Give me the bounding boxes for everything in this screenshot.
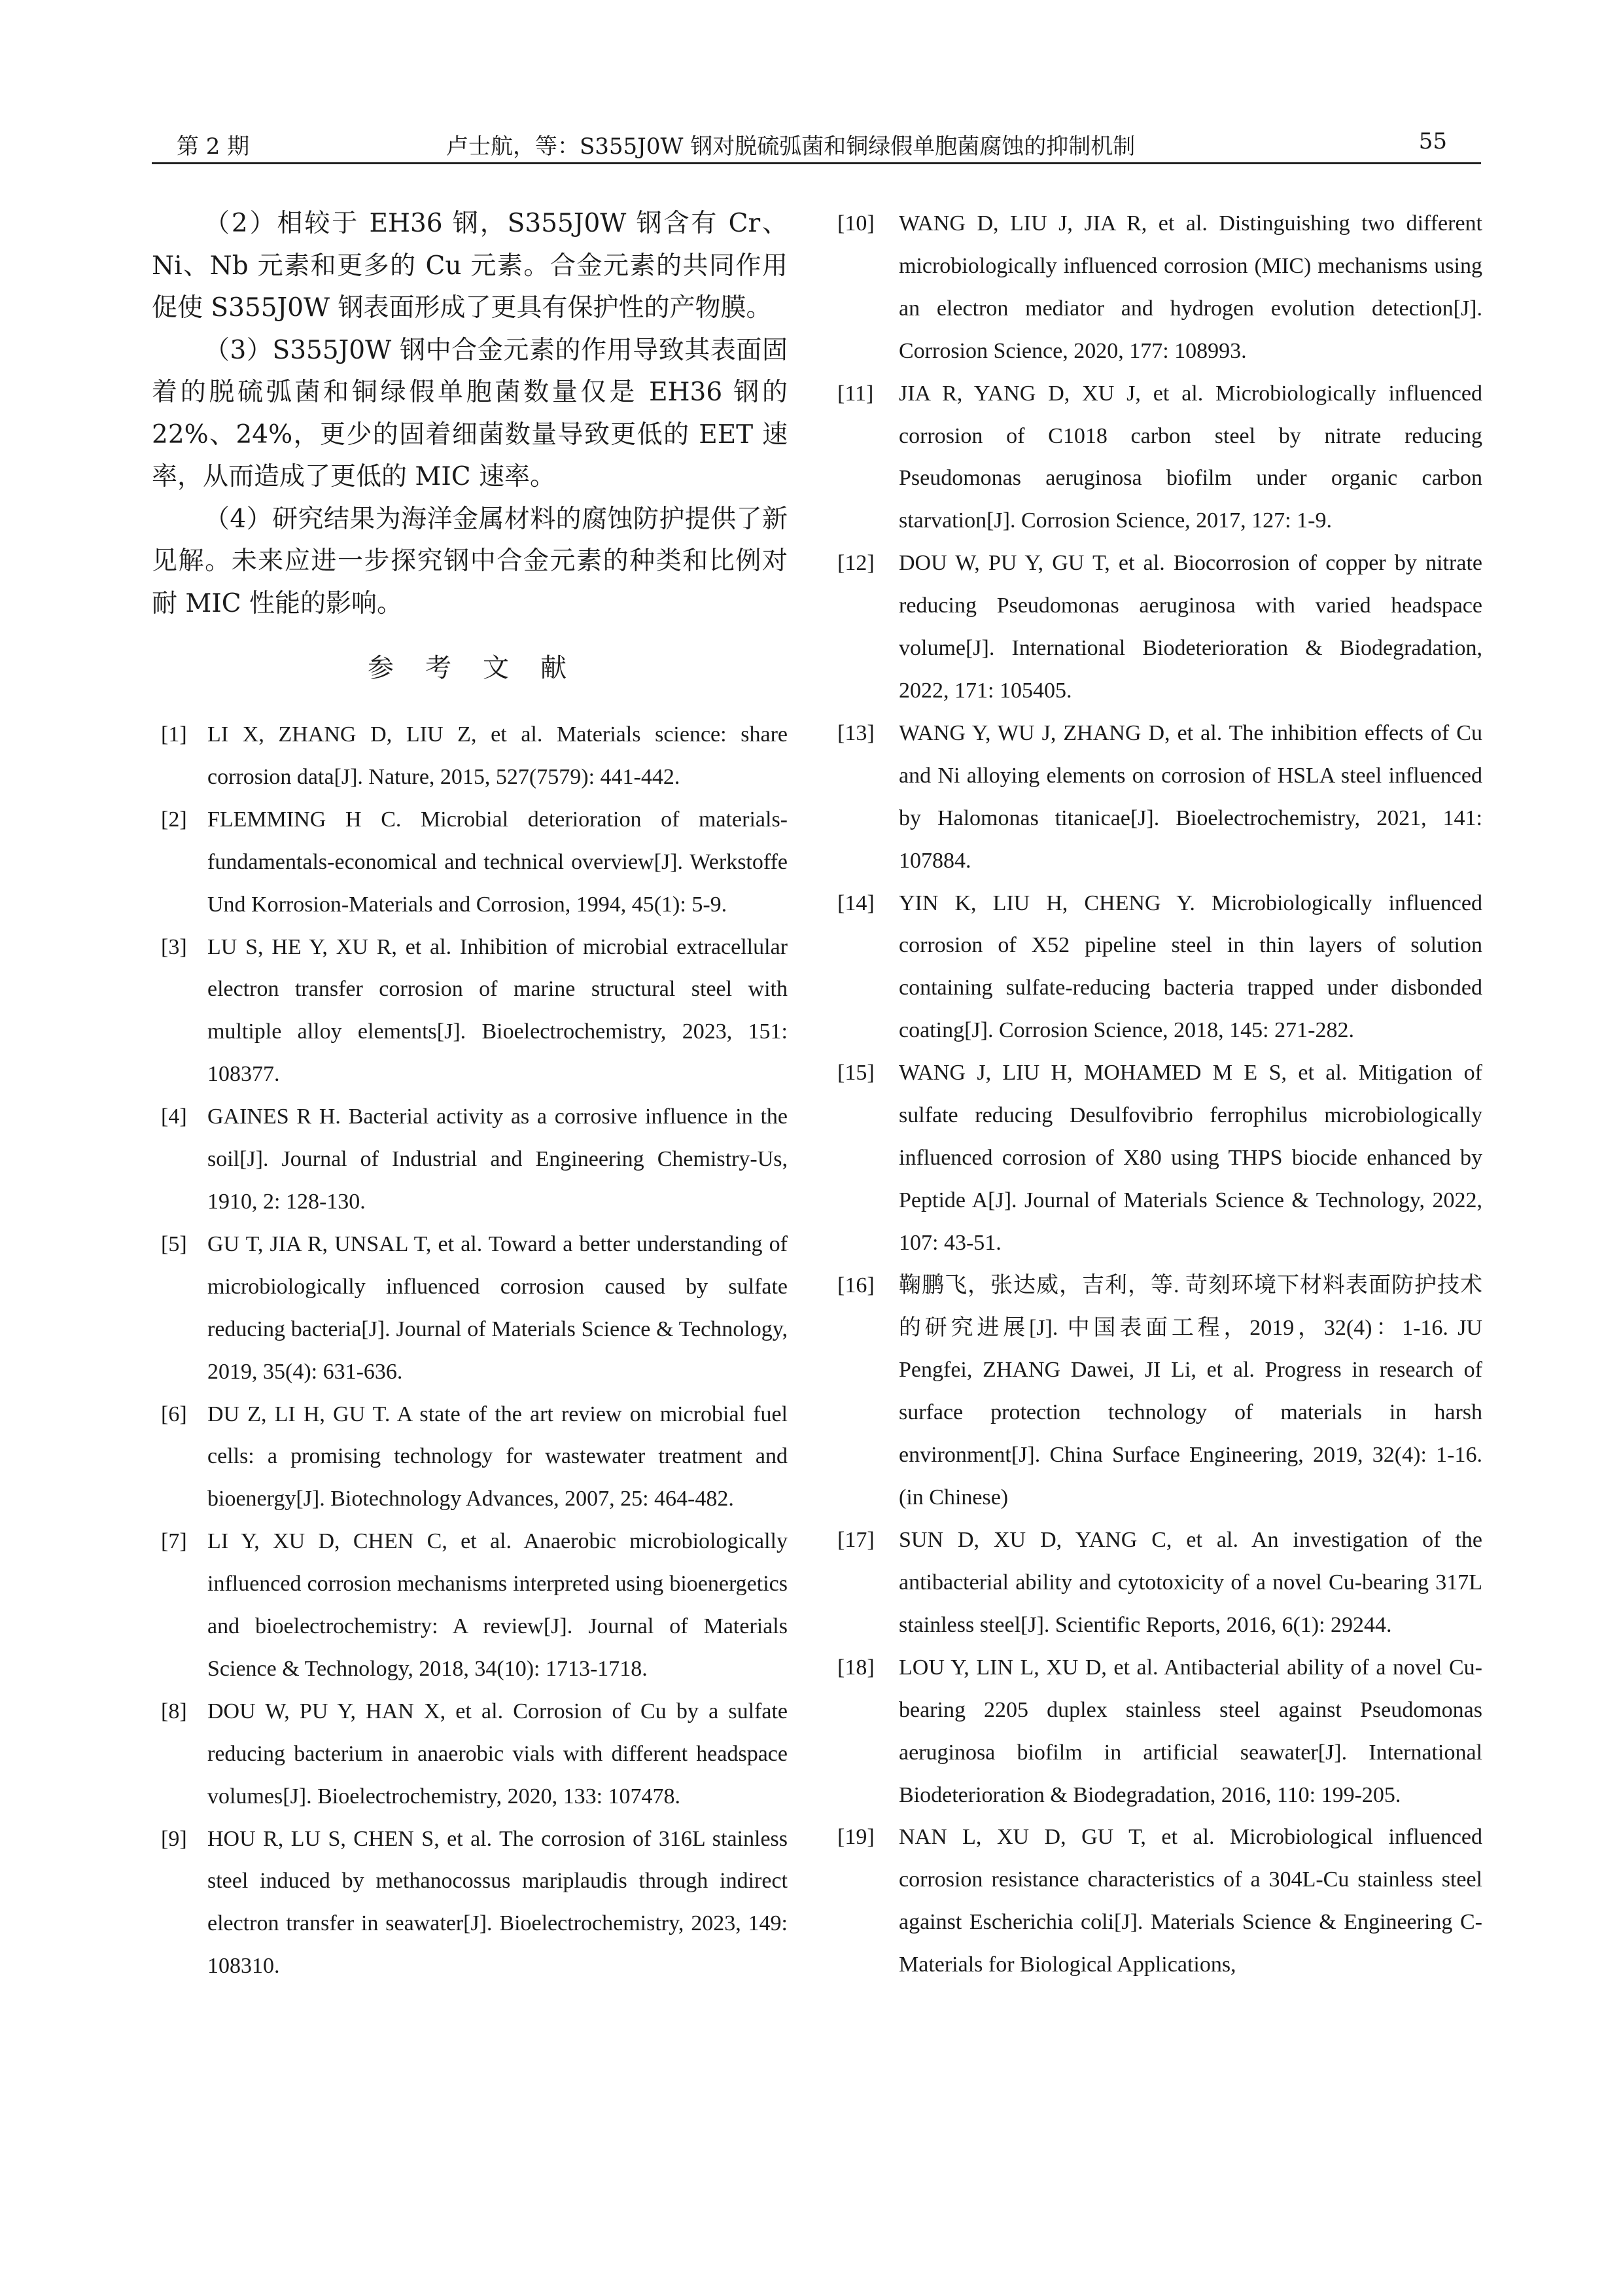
reference-number: [1] [161, 722, 187, 747]
reference-number: [3] [161, 934, 187, 959]
reference-item [152, 927, 788, 1097]
reference-number: [13] [837, 720, 875, 745]
running-header [152, 126, 1481, 164]
reference-item [837, 1647, 1482, 1817]
reference-number: [11] [837, 381, 874, 406]
reference-number: [10] [837, 211, 875, 236]
reference-text: LI X, ZHANG D, LIU Z, et al. Materials science: share corrosion data[J]. Nature, 2015, 527(7579): 441-442. [207, 722, 788, 789]
reference-text: GAINES R H. Bacterial activity as a corrosive influence in the soil[J]. Journal of Industrial and Engineering Chemistry-Us, 1910, 2: 128-130. [207, 1104, 788, 1214]
reference-number: [12] [837, 551, 875, 576]
reference-number: [16] [837, 1273, 875, 1298]
reference-item [837, 1816, 1482, 1987]
reference-number: [2] [161, 807, 187, 832]
reference-item [152, 1224, 788, 1394]
reference-number: [19] [837, 1825, 875, 1850]
reference-number: [4] [161, 1104, 187, 1129]
reference-text: DOU W, PU Y, GU T, et al. Biocorrosion of copper by nitrate reducing Pseudomonas aeruginosa with varied headspace volume[J]. International Biodeterioration & Biodegradation, 2022, 171: 105405. [899, 551, 1482, 703]
conclusion-paragraph: （3）S355J0W 钢中合金元素的作用导致其表面固着的脱硫弧菌和铜绿假单胞菌数量仅是 EH36 钢的 22%、24%，更少的固着细菌数量导致更低的 EET 速率，从而造成了更低的 MIC 速率。 [152, 335, 788, 491]
conclusion-paragraph: （2）相较于 EH36 钢，S355J0W 钢含有 Cr、Ni、Nb 元素和更多的 Cu 元素。合金元素的共同作用促使 S355J0W 钢表面形成了更具有保护性的产物膜。 [152, 209, 788, 323]
reference-item [837, 883, 1482, 1053]
reference-text: SUN D, XU D, YANG C, et al. An investigation of the antibacterial ability and cytotoxicity of a novel Cu-bearing 317L stainless steel[J]. Scientific Reports, 2016, 6(1): 29244. [899, 1528, 1482, 1637]
reference-number: [9] [161, 1826, 187, 1851]
reference-number: [18] [837, 1655, 875, 1680]
right-column [837, 203, 1482, 1987]
reference-item [152, 1818, 788, 1988]
reference-number: [7] [161, 1529, 187, 1554]
reference-text: WANG J, LIU H, MOHAMED M E S, et al. Mitigation of sulfate reducing Desulfovibrio ferrophilus microbiologically influenced corrosion of X80 using THPS biocide enhanced by Peptide A[J]. Journal of Materials Science & Technology, 2022, 107: 43-51. [899, 1061, 1482, 1255]
reference-number: [14] [837, 891, 875, 915]
reference-text: DU Z, LI H, GU T. A state of the art review on microbial fuel cells: a promising technology for wastewater treatment and bioenergy[J]. Biotechnology Advances, 2007, 25: 464-482. [207, 1402, 788, 1511]
reference-number: [15] [837, 1061, 875, 1086]
reference-text: DOU W, PU Y, HAN X, et al. Corrosion of Cu by a sulfate reducing bacterium in anaerobic vials with different headspace volumes[J]. Bioelectrochemistry, 2020, 133: 107478. [207, 1699, 788, 1809]
left-column [152, 203, 788, 1988]
reference-text: 鞠鹏飞，张达威，吉利，等. 苛刻环境下材料表面防护技术的研究进展[J]. 中国表面工程，2019，32(4)：1-16. JU Pengfei, ZHANG Dawei, JI Li, et al. Progress in research of surface protection technology of materials in harsh environment[J]. China Surface Engineering, 2019, 32(4): 1-16. (in Chinese) [899, 1273, 1482, 1510]
reference-item [152, 1521, 788, 1691]
reference-item [152, 714, 788, 799]
reference-item [837, 373, 1482, 543]
reference-text: WANG Y, WU J, ZHANG D, et al. The inhibition effects of Cu and Ni alloying elements on corrosion of HSLA steel influenced by Halomonas titanicae[J]. Bioelectrochemistry, 2021, 141: 107884. [899, 720, 1482, 873]
reference-text: WANG D, LIU J, JIA R, et al. Distinguishing two different microbiologically influenced corrosion (MIC) mechanisms using an electron mediator and hydrogen evolution detection[J]. Corrosion Science, 2020, 177: 108993. [899, 211, 1482, 363]
reference-text: YIN K, LIU H, CHENG Y. Microbiologically influenced corrosion of X52 pipeline steel in thin layers of solution containing sulfate-reducing bacteria trapped under disbonded coating[J]. Corrosion Science, 2018, 145: 271-282. [899, 891, 1482, 1043]
reference-item [152, 1096, 788, 1224]
reference-item [837, 1519, 1482, 1647]
reference-item [837, 203, 1482, 373]
references-heading: 参考文献 [368, 653, 598, 683]
reference-text: NAN L, XU D, GU T, et al. Microbiological influenced corrosion resistance characteristics of a 304L-Cu stainless steel against Escherichia coli[J]. Materials Science & Engineering C-Materials for Biological Applications, [899, 1825, 1482, 1977]
reference-number: [6] [161, 1402, 187, 1426]
reference-number: [8] [161, 1699, 187, 1723]
reference-text: JIA R, YANG D, XU J, et al. Microbiologically influenced corrosion of C1018 carbon steel by nitrate reducing Pseudomonas aeruginosa biofilm under organic carbon starvation[J]. Corrosion Science, 2017, 127: 1-9. [899, 381, 1482, 533]
reference-item [152, 799, 788, 927]
reference-item [837, 542, 1482, 713]
reference-item [152, 1691, 788, 1818]
reference-text: LOU Y, LIN L, XU D, et al. Antibacterial ability of a novel Cu-bearing 2205 duplex stainless steel against Pseudomonas aeruginosa biofilm in artificial seawater[J]. International Biodeterioration & Biodegradation, 2016, 110: 199-205. [899, 1655, 1482, 1807]
reference-item [152, 1394, 788, 1521]
reference-text: GU T, JIA R, UNSAL T, et al. Toward a better understanding of microbiologically influenced corrosion caused by sulfate reducing bacteria[J]. Journal of Materials Science & Technology, 2019, 35(4): 631-636. [207, 1231, 788, 1384]
reference-item [837, 1265, 1482, 1519]
reference-text: FLEMMING H C. Microbial deterioration of materials-fundamentals-economical and technical overview[J]. Werkstoffe Und Korrosion-Materials and Corrosion, 1994, 45(1): 5-9. [207, 807, 788, 917]
reference-text: LU S, HE Y, XU R, et al. Inhibition of microbial extracellular electron transfer corrosion of marine structural steel with multiple alloy elements[J]. Bioelectrochemistry, 2023, 151: 108377. [207, 934, 788, 1087]
conclusion-paragraph: （4）研究结果为海洋金属材料的腐蚀防护提供了新见解。未来应进一步探究钢中合金元素的种类和比例对耐 MIC 性能的影响。 [152, 504, 788, 618]
reference-number: [5] [161, 1231, 187, 1256]
reference-number: [17] [837, 1528, 875, 1553]
reference-item [837, 713, 1482, 883]
page-number: 55 [1418, 128, 1447, 154]
reference-text: HOU R, LU S, CHEN S, et al. The corrosion of 316L stainless steel induced by methanocossus mariplaudis through indirect electron transfer in seawater[J]. Bioelectrochemistry, 2023, 149: 108310. [207, 1826, 788, 1979]
reference-text: LI Y, XU D, CHEN C, et al. Anaerobic microbiologically influenced corrosion mechanisms interpreted using bioenergetics and bioelectrochemistry: A review[J]. Journal of Materials Science & Technology, 2018, 34(10): 1713-1718. [207, 1529, 788, 1681]
issue-number: 第 2 期 [177, 133, 250, 160]
running-title: 卢士航，等：S355J0W 钢对脱硫弧菌和铜绿假单胞菌腐蚀的抑制机制 [446, 133, 1136, 160]
reference-item [837, 1052, 1482, 1265]
